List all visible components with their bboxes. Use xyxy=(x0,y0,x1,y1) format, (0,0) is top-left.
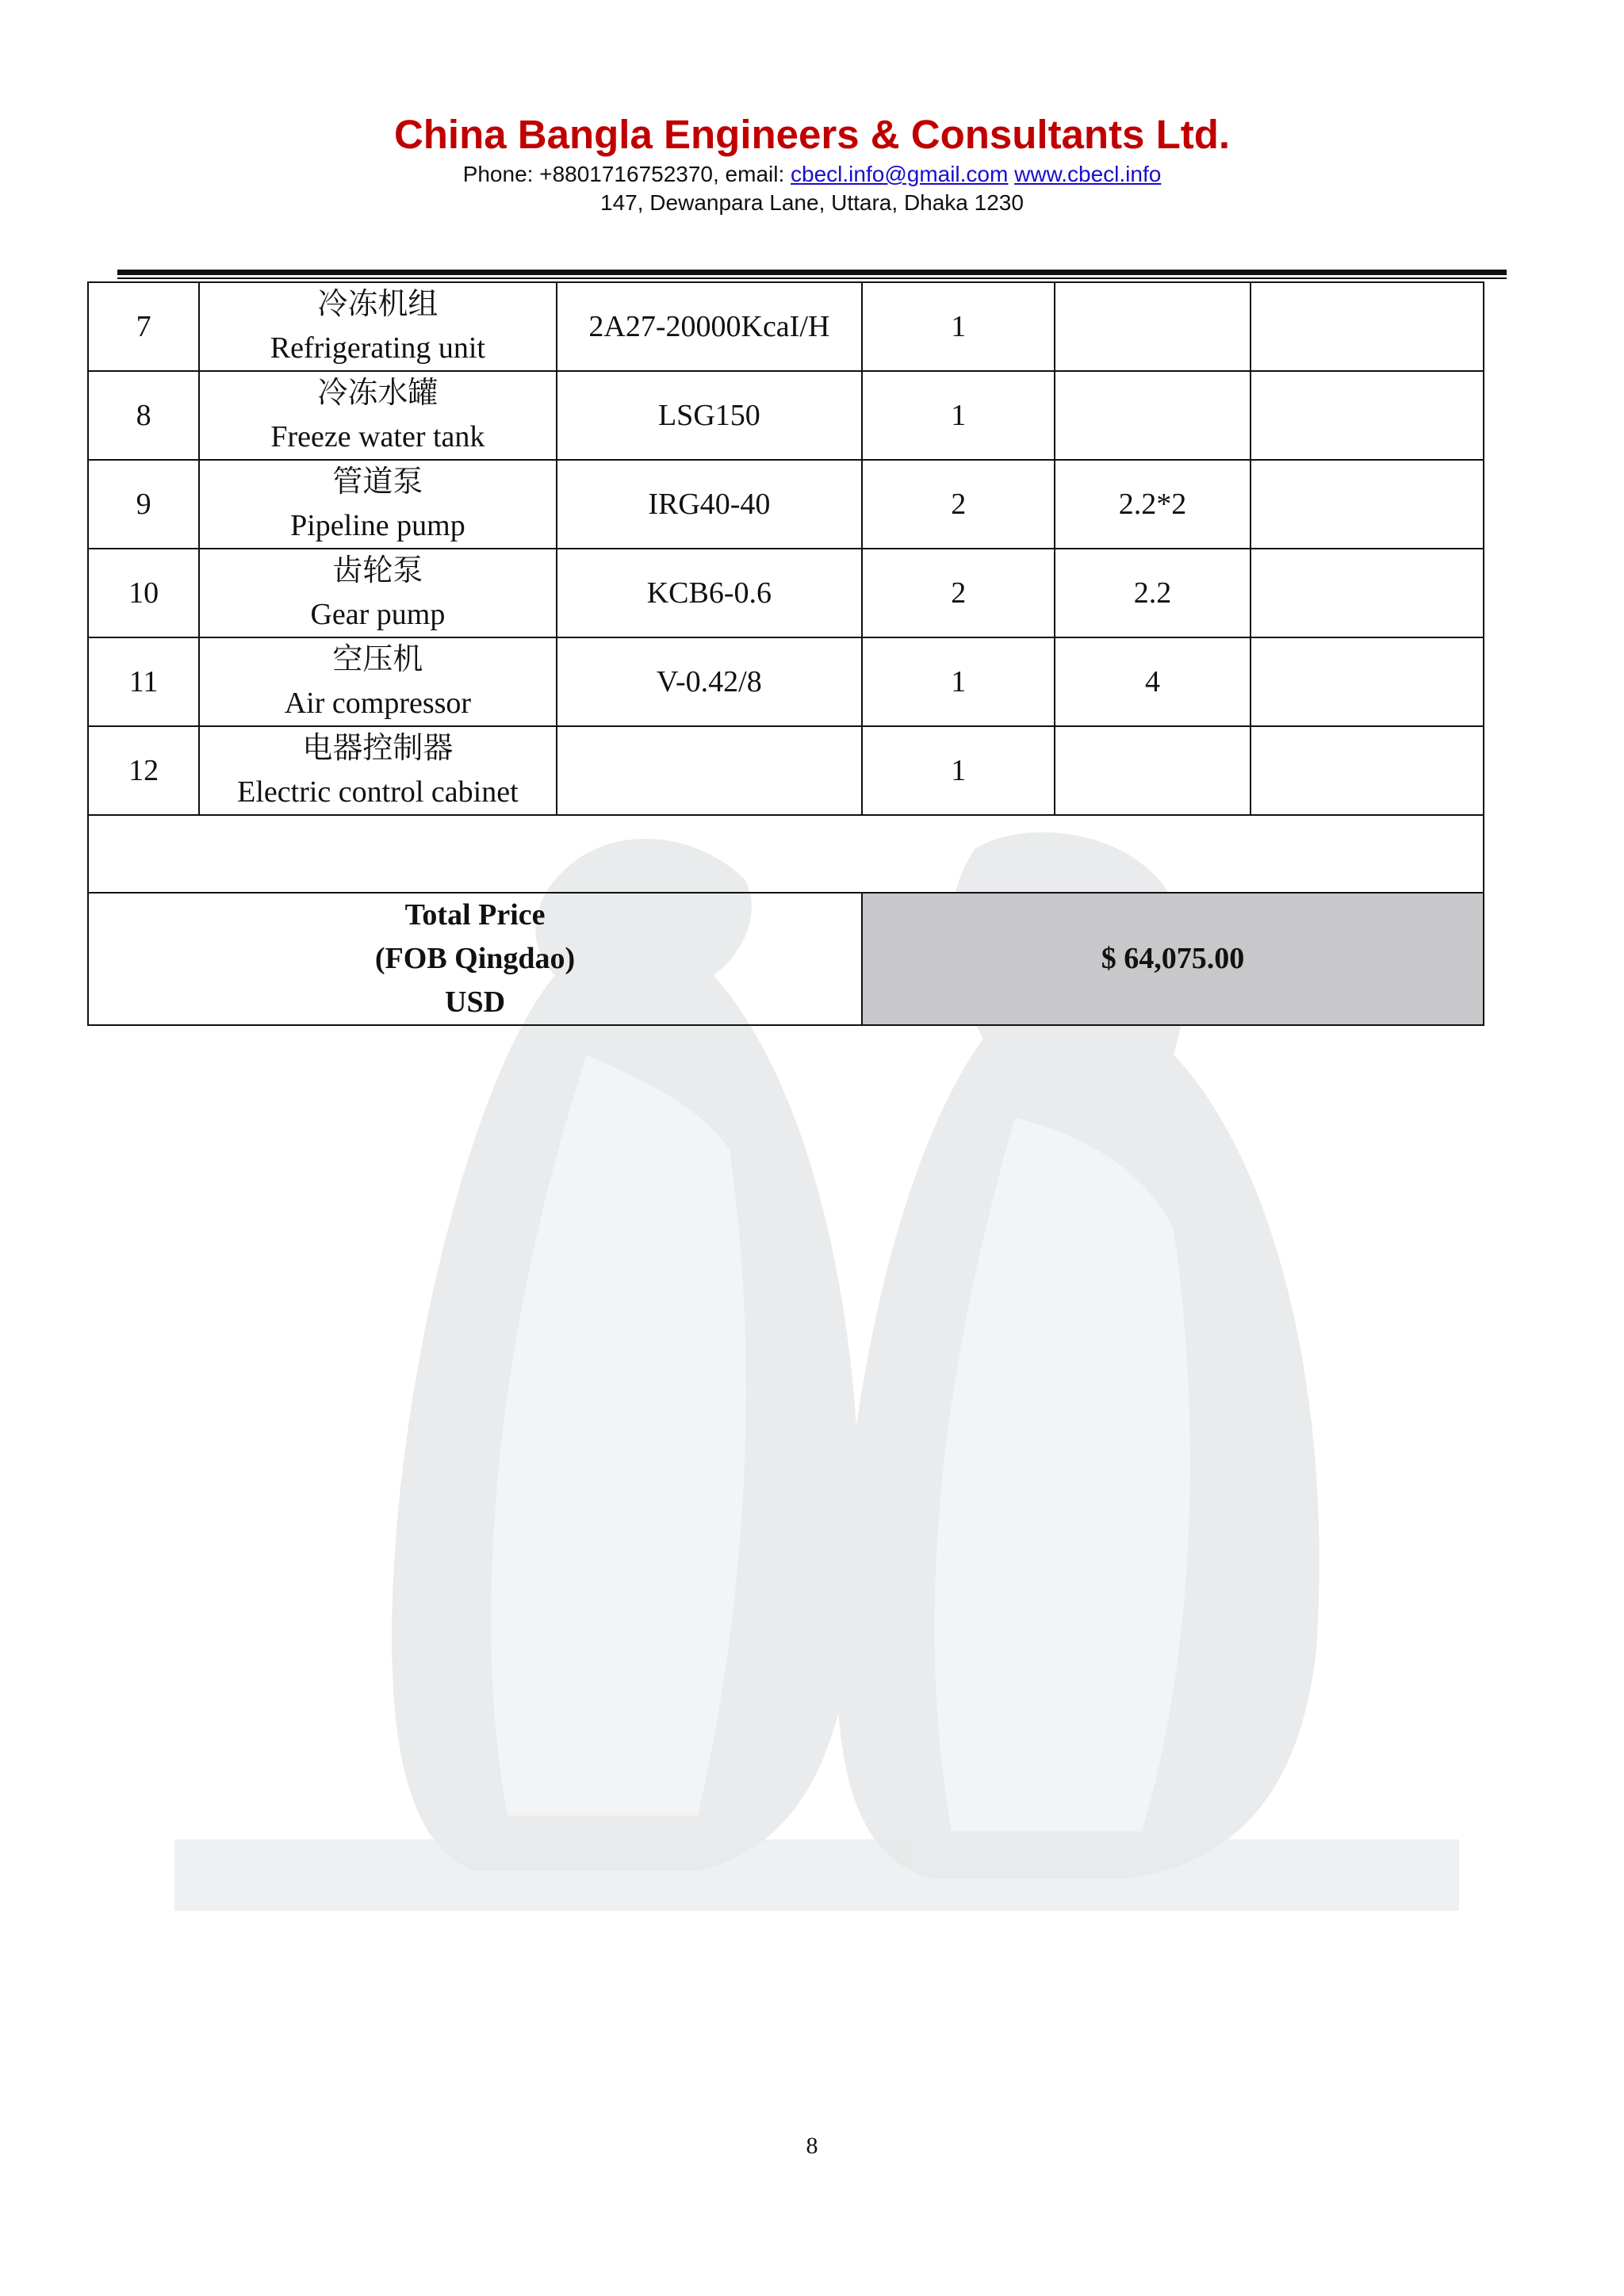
blank-row xyxy=(88,815,1484,893)
item-number: 11 xyxy=(88,637,199,726)
item-name xyxy=(199,549,557,637)
email-link[interactable]: cbecl.info@gmail.com xyxy=(791,162,1009,186)
item-name-cn: 管道泵 xyxy=(332,465,423,499)
item-model xyxy=(557,726,862,815)
header-divider-thin xyxy=(117,277,1507,279)
table-row xyxy=(88,371,1484,460)
item-name-en: Freeze water tank xyxy=(270,420,485,453)
website-link[interactable]: www.cbecl.info xyxy=(1014,162,1162,186)
item-name xyxy=(199,726,557,815)
total-label-line3: USD xyxy=(445,985,506,1019)
total-label-line2: (FOB Qingdao) xyxy=(374,942,576,975)
item-power xyxy=(1055,371,1250,460)
item-name-en: Air compressor xyxy=(284,687,472,720)
item-name-cn: 冷冻水罐 xyxy=(317,377,439,410)
item-quantity: 1 xyxy=(862,637,1055,726)
table-row xyxy=(88,282,1484,371)
item-remark xyxy=(1251,726,1484,815)
item-name-cn: 电器控制器 xyxy=(302,732,454,765)
company-name: China Bangla Engineers & Consultants Ltd. xyxy=(393,112,1231,157)
item-remark xyxy=(1251,637,1484,726)
item-power: 4 xyxy=(1055,637,1250,726)
letterhead xyxy=(0,109,1624,217)
item-model: LSG150 xyxy=(557,371,862,460)
item-model: 2A27-20000KcaI/H xyxy=(557,282,862,371)
total-price-label xyxy=(88,893,862,1025)
item-name xyxy=(199,371,557,460)
item-remark xyxy=(1251,371,1484,460)
item-quantity: 1 xyxy=(862,282,1055,371)
page-number: 8 xyxy=(806,2133,818,2159)
table-row xyxy=(88,637,1484,726)
item-number: 10 xyxy=(88,549,199,637)
item-quantity: 1 xyxy=(862,726,1055,815)
blank-cell xyxy=(88,815,1484,893)
table-row xyxy=(88,549,1484,637)
header-divider-thick xyxy=(117,270,1507,275)
item-name-en: Gear pump xyxy=(310,598,446,631)
total-price-value: $ 64,075.00 xyxy=(862,893,1484,1025)
item-quantity: 2 xyxy=(862,549,1055,637)
item-name-en: Electric control cabinet xyxy=(237,775,519,809)
item-power xyxy=(1055,282,1250,371)
table-row xyxy=(88,726,1484,815)
equipment-table xyxy=(87,281,1484,1026)
item-remark xyxy=(1251,549,1484,637)
item-number: 7 xyxy=(88,282,199,371)
item-name-cn: 冷冻机组 xyxy=(317,288,439,321)
address-line: 147, Dewanpara Lane, Uttara, Dhaka 1230 xyxy=(600,190,1024,215)
phone-text: Phone: +8801716752370, email: xyxy=(462,162,791,186)
item-name xyxy=(199,460,557,549)
item-name-cn: 空压机 xyxy=(332,643,423,676)
item-power xyxy=(1055,726,1250,815)
item-number: 12 xyxy=(88,726,199,815)
item-name xyxy=(199,282,557,371)
item-number: 9 xyxy=(88,460,199,549)
item-name-cn: 齿轮泵 xyxy=(332,554,423,587)
total-row xyxy=(88,893,1484,1025)
item-power: 2.2 xyxy=(1055,549,1250,637)
item-name xyxy=(199,637,557,726)
item-remark xyxy=(1251,460,1484,549)
item-model: IRG40-40 xyxy=(557,460,862,549)
item-power: 2.2*2 xyxy=(1055,460,1250,549)
item-quantity: 2 xyxy=(862,460,1055,549)
contact-line xyxy=(0,160,1624,189)
item-model: KCB6-0.6 xyxy=(557,549,862,637)
item-remark xyxy=(1251,282,1484,371)
item-quantity: 1 xyxy=(862,371,1055,460)
total-label-line1: Total Price xyxy=(404,898,546,932)
item-name-en: Pipeline pump xyxy=(290,509,465,542)
item-name-en: Refrigerating unit xyxy=(270,331,485,365)
item-number: 8 xyxy=(88,371,199,460)
table-row xyxy=(88,460,1484,549)
item-model: V-0.42/8 xyxy=(557,637,862,726)
